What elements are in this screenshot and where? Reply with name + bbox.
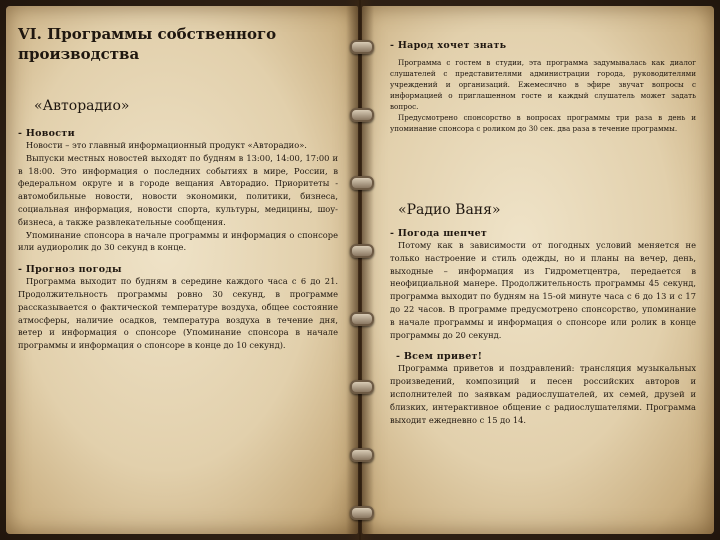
binder-ring bbox=[350, 108, 374, 122]
people-paragraph-2: Предусмотрено спонсорство в вопросах программы три раза в день и упоминание спонсора с роликом до 30 сек. два раза в течение программы. bbox=[390, 113, 696, 133]
weather-heading: - Прогноз погоды bbox=[18, 264, 122, 276]
binder-ring bbox=[350, 40, 374, 54]
weather-paragraph: Программа выходит по будням в середине каждого часа с 6 до 21. Продолжительность программы ровно 30 секунд, в программе рассказывается о фактической температуре воздуха, общее состояние атмосферы, наличие осадков, температура воздуха в течение дня, ветер и информация о спонсоре (Упоминание спонсора в начале программы и информация о спонсоре в конце до 10 секунд). bbox=[18, 276, 338, 351]
binder-ring bbox=[350, 506, 374, 520]
people-want-to-know-heading: - Народ хочет знать bbox=[390, 40, 507, 51]
weather-whispers-paragraph: Потому как в зависимости от погодных условий меняется не только настроение и стиль одежды, но и планы на вечер, день, выходные – информация из Гидрометцентра, передается в неофициальной манере. Продолжительность программы 45 секунд, программа выходит по будням на 15-ой минуте часа с 6 до 13 и с 17 до 22 часов. В программе предусмотрено спонсорство, упоминание в начале программы и информация о спонсоре или ролик в конце программы до 20 секунд. bbox=[390, 240, 696, 340]
binder-ring bbox=[350, 176, 374, 190]
left-page-content bbox=[18, 24, 338, 352]
binder-ring bbox=[350, 244, 374, 258]
news-paragraph-2: Выпуски местных новостей выходят по будням в 13:00, 14:00, 17:00 и в 18:00. Это информация о последних событиях в мире, России, в федеральном округе и в городе вещания Авторадио. Приоритеты - автомобильные новости, новости экономики, политики, бизнеса, социальная информация, новости спорта, культуры, медицины, шоу-бизнеса, а также развлекательные сообщения. bbox=[18, 152, 338, 227]
news-paragraph-3: Упоминание спонсора в начале программы и информация о спонсоре или аудиоролик до 30 секунд в конце. bbox=[18, 229, 338, 253]
people-paragraph-1: Программа с гостем в студии, эта программа задумывалась как диалог слушателей с представителями администрации города, руководителями учреждений и организаций. Ежемесячно в эфире звучат вопросы с информацией о приглашенном госте и каждый слушатель может задать вопрос. bbox=[390, 58, 696, 111]
weather-whispers-heading: - Погода шепчет bbox=[390, 228, 488, 239]
news-heading: - Новости bbox=[18, 128, 75, 139]
station-title-avtoradio: «Авторадио» bbox=[34, 98, 130, 114]
binder-ring bbox=[350, 312, 374, 326]
station-title-radio-vanya: «Радио Ваня» bbox=[398, 202, 501, 218]
page-title: VI. Программы собственного производства bbox=[18, 25, 277, 63]
hello-everyone-paragraph: Программа приветов и поздравлений: трансляция музыкальных произведений, композиций и песен российских авторов и исполнителей по заявкам радиослушателей, их семей, друзей и близких, интерактивное общение с радиослушателями. Программа выходит ежедневно с 15 до 14. bbox=[390, 363, 696, 425]
left-page bbox=[6, 6, 358, 534]
hello-everyone-heading: - Всем привет! bbox=[396, 351, 483, 363]
binder-ring bbox=[350, 380, 374, 394]
news-paragraph-1: Новости – это главный информационный продукт «Авторадио». bbox=[26, 140, 307, 150]
right-page bbox=[362, 6, 714, 534]
binder-ring bbox=[350, 448, 374, 462]
right-page-content bbox=[390, 40, 696, 426]
